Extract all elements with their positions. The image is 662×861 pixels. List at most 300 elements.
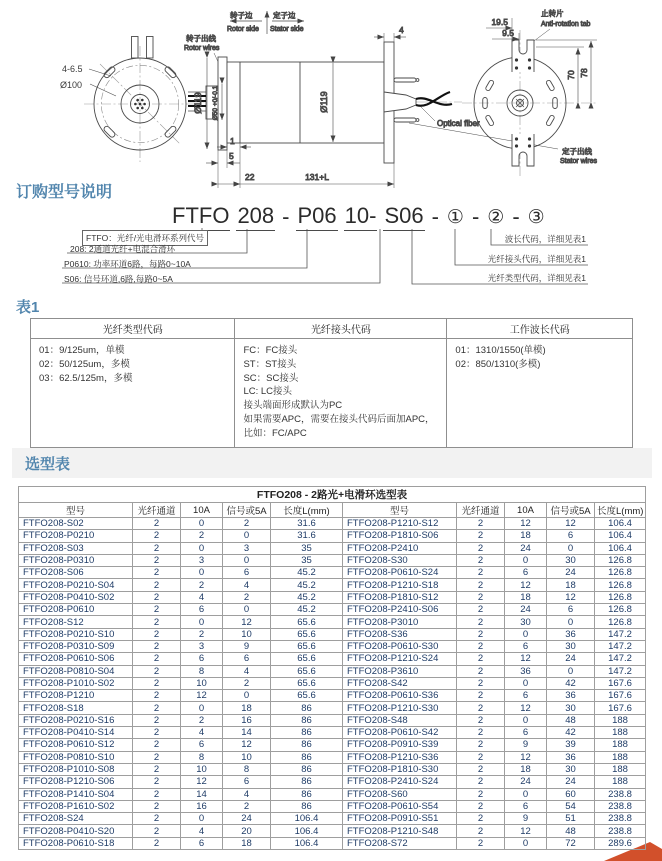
value-cell: 2 — [133, 628, 181, 640]
selection-table-row — [19, 825, 646, 837]
value-cell: 10 — [181, 763, 223, 775]
value-cell: 30 — [505, 616, 547, 628]
value-cell: 4 — [223, 788, 271, 800]
value-cell: 2 — [457, 640, 505, 652]
value-cell: 2 — [133, 714, 181, 726]
model-number-cell: FTFO208-P1010-S08 — [19, 763, 133, 775]
connector-codes-cell — [235, 339, 447, 448]
value-cell: 126.8 — [595, 604, 646, 616]
value-cell: 12 — [223, 616, 271, 628]
value-cell: 45.2 — [271, 567, 343, 579]
value-cell: 2 — [181, 628, 223, 640]
value-cell: 0 — [547, 616, 595, 628]
selection-column-header: 信号或5A — [223, 503, 271, 518]
model-number-cell: FTFO208-P0610-S12 — [19, 739, 133, 751]
selection-table-row — [19, 554, 646, 566]
connector-code-line: SC：SC接头 — [243, 372, 299, 384]
model-signal-note: S06: 信号环道,6路,每路0~5A — [64, 274, 173, 284]
model-number-cell: FTFO208-P0810-S10 — [19, 751, 133, 763]
value-cell: 24 — [505, 604, 547, 616]
rotor-wires-label-cn: 转子出线 — [186, 34, 216, 43]
value-cell: 2 — [223, 800, 271, 812]
fiber-type-codes-cell — [31, 339, 235, 448]
value-cell: 0 — [505, 714, 547, 726]
value-cell: 2 — [133, 751, 181, 763]
value-cell: 3 — [223, 542, 271, 554]
value-cell: 65.6 — [271, 653, 343, 665]
wavelength-code-line: 01：1310/1550(单模) — [455, 345, 546, 356]
value-cell: 9 — [223, 640, 271, 652]
value-cell: 126.8 — [595, 554, 646, 566]
model-segment: - — [282, 204, 290, 229]
rotor-side-label-en: Rotor side — [227, 26, 259, 33]
model-segment: - — [512, 204, 520, 229]
model-number-cell: FTFO208-P1810-S30 — [343, 763, 457, 775]
value-cell: 4 — [181, 727, 223, 739]
value-cell: 2 — [133, 690, 181, 702]
connector-code-note: 光纤接头代码，详细见表1 — [487, 254, 586, 264]
value-cell: 2 — [133, 763, 181, 775]
selection-column-header: 光纤通道 — [457, 503, 505, 518]
value-cell: 147.2 — [595, 640, 646, 652]
selection-column-header: 10A — [505, 503, 547, 518]
value-cell: 30 — [547, 763, 595, 775]
value-cell: 147.2 — [595, 665, 646, 677]
column-header: 光纤接头代码 — [235, 319, 447, 339]
model-segment: ③ — [527, 207, 545, 228]
value-cell: 48 — [547, 714, 595, 726]
value-cell: 2 — [133, 567, 181, 579]
front-hole-dim-label: 4-6.5 — [62, 64, 83, 74]
model-segment: P06 — [296, 203, 337, 231]
selection-table-row — [19, 530, 646, 542]
model-number-cell: FTFO208-P1010-S02 — [19, 677, 133, 689]
model-number-cell: FTFO208-P2410-S06 — [343, 604, 457, 616]
value-cell: 86 — [271, 788, 343, 800]
tab-span-dim: 78 — [579, 68, 589, 78]
notch-width-dim: 9.5 — [502, 28, 514, 38]
anti-rotation-tab-label-en: Anti-rotation tab — [541, 21, 591, 28]
value-cell: 188 — [595, 763, 646, 775]
value-cell: 0 — [181, 813, 223, 825]
model-number-cell: FTFO208-P0910-S51 — [343, 813, 457, 825]
value-cell: 238.8 — [595, 800, 646, 812]
value-cell: 16 — [223, 714, 271, 726]
model-number-cell: FTFO208-P1210-S36 — [343, 751, 457, 763]
value-cell: 86 — [271, 739, 343, 751]
model-number-cell: FTFO208-P0610-S42 — [343, 727, 457, 739]
value-cell: 2 — [223, 591, 271, 603]
value-cell: 12 — [505, 518, 547, 530]
model-number-cell: FTFO208-P0610-S30 — [343, 640, 457, 652]
selection-column-header: 型号 — [19, 503, 133, 518]
value-cell: 0 — [181, 542, 223, 554]
front-length-dim: 22 — [245, 172, 255, 182]
model-number-cell: FTFO208-P0210-S04 — [19, 579, 133, 591]
model-number-cell: FTFO208-P0610-S18 — [19, 837, 133, 849]
value-cell: 238.8 — [595, 813, 646, 825]
value-cell: 2 — [457, 690, 505, 702]
stator-side-label-en: Stator side — [270, 26, 304, 33]
model-number-cell: FTFO208-S60 — [343, 788, 457, 800]
value-cell: 24 — [547, 653, 595, 665]
value-cell: 6 — [505, 800, 547, 812]
model-number-cell: FTFO208-S02 — [19, 518, 133, 530]
value-cell: 2 — [133, 579, 181, 591]
selection-table-row — [19, 677, 646, 689]
value-cell: 2 — [457, 751, 505, 763]
value-cell: 51 — [547, 813, 595, 825]
selection-table-title-row — [19, 487, 646, 503]
value-cell: 14 — [223, 727, 271, 739]
hub-diameter-dim: Ø50 +0/-0.1 — [212, 85, 219, 121]
value-cell: 2 — [457, 518, 505, 530]
value-cell: 2 — [457, 567, 505, 579]
body-length-dim: 131+L — [305, 172, 329, 182]
value-cell: 3 — [181, 640, 223, 652]
model-segment: 10- — [344, 203, 378, 231]
fiber-type-code-note: 光纤类型代码，详细见表1 — [487, 273, 586, 283]
value-cell: 4 — [223, 579, 271, 591]
value-cell: 12 — [505, 579, 547, 591]
value-cell: 86 — [271, 702, 343, 714]
value-cell: 30 — [547, 702, 595, 714]
value-cell: 2 — [133, 616, 181, 628]
model-number-cell: FTFO208-P2410-S24 — [343, 776, 457, 788]
selection-table-row — [19, 776, 646, 788]
selection-table-row — [19, 837, 646, 849]
connector-code-line: LC: LC接头 — [243, 386, 293, 398]
selection-column-header: 型号 — [343, 503, 457, 518]
value-cell: 60 — [547, 788, 595, 800]
spigot-dim: 1 — [230, 136, 235, 146]
value-cell: 30 — [547, 640, 595, 652]
model-segment: - — [471, 204, 480, 229]
selection-table-row — [19, 751, 646, 763]
bolt-circle-dim: 70 — [566, 70, 576, 80]
value-cell: 2 — [181, 579, 223, 591]
value-cell: 2 — [133, 542, 181, 554]
model-segment: ② — [487, 207, 505, 228]
value-cell: 10 — [223, 628, 271, 640]
value-cell: 188 — [595, 714, 646, 726]
value-cell: 12 — [181, 690, 223, 702]
model-number-cell: FTFO208-P1210-S48 — [343, 825, 457, 837]
value-cell: 0 — [223, 530, 271, 542]
value-cell: 65.6 — [271, 690, 343, 702]
model-number-cell: FTFO208-P3010 — [343, 616, 457, 628]
value-cell: 289.6 — [595, 837, 646, 849]
model-number-cell: FTFO208-P0410-S14 — [19, 727, 133, 739]
value-cell: 106.4 — [271, 837, 343, 849]
rotor-wires-label-en: Rotor wires — [184, 45, 220, 52]
value-cell: 65.6 — [271, 677, 343, 689]
model-number-cell: FTFO208-S30 — [343, 554, 457, 566]
value-cell: 36 — [505, 665, 547, 677]
value-cell: 8 — [223, 763, 271, 775]
value-cell: 39 — [547, 739, 595, 751]
selection-table-row — [19, 665, 646, 677]
selection-table-row — [19, 567, 646, 579]
value-cell: 24 — [547, 567, 595, 579]
value-cell: 2 — [457, 604, 505, 616]
ordering-section-title: 订购型号说明 — [16, 184, 113, 201]
selection-column-header: 10A — [181, 503, 223, 518]
value-cell: 106.4 — [271, 813, 343, 825]
model-number-cell: FTFO208-P0910-S39 — [343, 739, 457, 751]
value-cell: 72 — [547, 837, 595, 849]
value-cell: 2 — [133, 518, 181, 530]
value-cell: 6 — [505, 690, 547, 702]
selection-table-row — [19, 727, 646, 739]
value-cell: 18 — [547, 579, 595, 591]
model-number-cell: FTFO208-P1610-S02 — [19, 800, 133, 812]
value-cell: 14 — [181, 788, 223, 800]
value-cell: 54 — [547, 800, 595, 812]
value-cell: 2 — [133, 702, 181, 714]
model-number-cell: FTFO208-S48 — [343, 714, 457, 726]
value-cell: 45.2 — [271, 604, 343, 616]
model-number-cell: FTFO208-P3610 — [343, 665, 457, 677]
connector-code-line: ST：ST接头 — [243, 358, 297, 370]
value-cell: 65.6 — [271, 616, 343, 628]
value-cell: 106.4 — [271, 825, 343, 837]
value-cell: 2 — [457, 579, 505, 591]
value-cell: 16 — [181, 800, 223, 812]
model-number-cell: FTFO208-P0610-S24 — [343, 567, 457, 579]
value-cell: 2 — [133, 776, 181, 788]
model-number-cell: FTFO208-S06 — [19, 567, 133, 579]
flange-diameter-dim: Ø119 — [193, 92, 203, 114]
value-cell: 36 — [547, 751, 595, 763]
model-series-note: FTFO：光纤/光电滑环系列代号 — [82, 230, 208, 246]
model-number-cell: FTFO208-S72 — [343, 837, 457, 849]
value-cell: 45.2 — [271, 591, 343, 603]
model-number-cell: FTFO208-P0610-S54 — [343, 800, 457, 812]
value-cell: 2 — [457, 554, 505, 566]
model-number-cell: FTFO208-P1410-S04 — [19, 788, 133, 800]
model-number-cell: FTFO208-P1210-S24 — [343, 653, 457, 665]
value-cell: 3 — [181, 554, 223, 566]
tab-width-dim: 19.5 — [491, 17, 508, 27]
fiber-type-code-line: 02：50/125um，多模 — [39, 358, 130, 370]
selection-table-row — [19, 739, 646, 751]
selection-column-header: 信号或5A — [547, 503, 595, 518]
wavelength-codes-cell — [447, 339, 633, 448]
value-cell: 6 — [181, 739, 223, 751]
value-cell: 2 — [133, 727, 181, 739]
selection-table — [18, 486, 646, 850]
value-cell: 126.8 — [595, 616, 646, 628]
value-cell: 48 — [547, 825, 595, 837]
value-cell: 86 — [271, 776, 343, 788]
wavelength-code-note: 波长代码，详细见表1 — [504, 234, 586, 244]
value-cell: 106.4 — [595, 518, 646, 530]
selection-table-row — [19, 813, 646, 825]
value-cell: 31.6 — [271, 518, 343, 530]
selection-table-row — [19, 640, 646, 652]
model-power-note: P0610: 功率环道6路，每路0~10A — [64, 259, 191, 269]
model-number-cell: FTFO208-P0210 — [19, 530, 133, 542]
value-cell: 12 — [547, 518, 595, 530]
model-segment: 208 — [236, 203, 275, 231]
value-cell: 188 — [595, 739, 646, 751]
value-cell: 2 — [457, 813, 505, 825]
value-cell: 35 — [271, 542, 343, 554]
value-cell: 2 — [181, 714, 223, 726]
model-segment: S06 — [383, 203, 424, 231]
value-cell: 12 — [181, 776, 223, 788]
value-cell: 31.6 — [271, 530, 343, 542]
rotor-side-label-cn: 转子边 — [230, 11, 253, 20]
stator-side-label-cn: 定子边 — [273, 11, 296, 20]
model-number-cell: FTFO208-P0810-S04 — [19, 665, 133, 677]
value-cell: 2 — [457, 616, 505, 628]
selection-table-header-row — [19, 503, 646, 518]
model-segment: FTFO — [171, 203, 230, 231]
table1-body-row — [31, 339, 633, 448]
value-cell: 2 — [181, 530, 223, 542]
value-cell: 2 — [133, 825, 181, 837]
anti-rotation-tab-label-cn: 止转片 — [541, 9, 564, 18]
value-cell: 0 — [223, 604, 271, 616]
selection-table-row — [19, 579, 646, 591]
value-cell: 126.8 — [595, 591, 646, 603]
value-cell: 12 — [505, 653, 547, 665]
value-cell: 9 — [505, 739, 547, 751]
value-cell: 86 — [271, 751, 343, 763]
value-cell: 2 — [457, 677, 505, 689]
value-cell: 2 — [457, 727, 505, 739]
value-cell: 167.6 — [595, 702, 646, 714]
model-number-cell: FTFO208-P0310 — [19, 554, 133, 566]
front-bolt-circle-dim-label: Ø100 — [60, 80, 83, 90]
model-number-cell: FTFO208-P0610-S36 — [343, 690, 457, 702]
value-cell: 0 — [505, 628, 547, 640]
value-cell: 12 — [505, 751, 547, 763]
body-diameter-dim: Ø119 — [319, 91, 329, 113]
value-cell: 2 — [133, 813, 181, 825]
value-cell: 2 — [133, 788, 181, 800]
selection-section-title: 选型表 — [25, 456, 71, 473]
value-cell: 2 — [457, 763, 505, 775]
fiber-type-code-line: 01：9/125um，单模 — [39, 345, 125, 356]
value-cell: 0 — [181, 567, 223, 579]
value-cell: 24 — [505, 542, 547, 554]
selection-table-row — [19, 628, 646, 640]
value-cell: 2 — [133, 640, 181, 652]
value-cell: 86 — [271, 727, 343, 739]
value-cell: 86 — [271, 800, 343, 812]
selection-column-header: 长度L(mm) — [595, 503, 646, 518]
value-cell: 24 — [223, 813, 271, 825]
value-cell: 18 — [223, 702, 271, 714]
selection-table-title: FTFO208 - 2路光+电滑环选型表 — [19, 487, 646, 503]
model-number-cell: FTFO208-P1210-S30 — [343, 702, 457, 714]
value-cell: 65.6 — [271, 628, 343, 640]
value-cell: 8 — [181, 665, 223, 677]
value-cell: 2 — [133, 530, 181, 542]
value-cell: 2 — [133, 677, 181, 689]
selection-table-row — [19, 763, 646, 775]
value-cell: 2 — [133, 591, 181, 603]
value-cell: 36 — [547, 690, 595, 702]
model-number-cell: FTFO208-P1210-S18 — [343, 579, 457, 591]
connector-code-line: FC：FC接头 — [243, 345, 298, 356]
value-cell: 2 — [223, 677, 271, 689]
value-cell: 0 — [547, 665, 595, 677]
value-cell: 2 — [133, 837, 181, 849]
value-cell: 0 — [505, 788, 547, 800]
value-cell: 10 — [181, 677, 223, 689]
value-cell: 2 — [457, 739, 505, 751]
value-cell: 6 — [505, 640, 547, 652]
value-cell: 2 — [457, 628, 505, 640]
selection-table-row — [19, 714, 646, 726]
value-cell: 86 — [271, 763, 343, 775]
value-cell: 18 — [505, 530, 547, 542]
rear-flange-thickness-dim: 4 — [399, 25, 404, 35]
stator-wires-label-en: Stator wires — [560, 158, 597, 165]
value-cell: 18 — [505, 763, 547, 775]
value-cell: 12 — [505, 702, 547, 714]
connector-code-line: 如果需要APC，需要在接头代码后面加APC， — [243, 413, 435, 425]
stator-wires-label-cn: 定子出线 — [562, 147, 592, 156]
value-cell: 24 — [547, 776, 595, 788]
model-number-cell: FTFO208-P0610 — [19, 604, 133, 616]
value-cell: 6 — [547, 604, 595, 616]
model-number-cell: FTFO208-P0210-S10 — [19, 628, 133, 640]
fiber-codes-table — [30, 318, 633, 448]
value-cell: 6 — [505, 567, 547, 579]
value-cell: 4 — [181, 825, 223, 837]
value-cell: 35 — [271, 554, 343, 566]
optical-fiber-label: Optical fiber — [437, 119, 480, 128]
value-cell: 188 — [595, 727, 646, 739]
model-number-cell: FTFO208-P1210 — [19, 690, 133, 702]
value-cell: 2 — [457, 800, 505, 812]
value-cell: 0 — [181, 702, 223, 714]
value-cell: 65.6 — [271, 665, 343, 677]
selection-table-row — [19, 788, 646, 800]
value-cell: 9 — [505, 813, 547, 825]
model-number-cell: FTFO208-P0210-S16 — [19, 714, 133, 726]
value-cell: 18 — [223, 837, 271, 849]
model-number-cell: FTFO208-S12 — [19, 616, 133, 628]
value-cell: 238.8 — [595, 825, 646, 837]
value-cell: 147.2 — [595, 628, 646, 640]
value-cell: 2 — [133, 653, 181, 665]
model-channels-note: 208: 2通道光纤+电混合滑环 — [70, 244, 176, 254]
value-cell: 2 — [223, 518, 271, 530]
value-cell: 0 — [505, 677, 547, 689]
model-number-cell: FTFO208-P1810-S06 — [343, 530, 457, 542]
model-number-cell: FTFO208-P0410-S02 — [19, 591, 133, 603]
value-cell: 24 — [505, 776, 547, 788]
flange-thickness-dim: 5 — [229, 151, 234, 161]
value-cell: 2 — [133, 554, 181, 566]
value-cell: 6 — [505, 727, 547, 739]
value-cell: 12 — [505, 825, 547, 837]
model-number-cell: FTFO208-P0310-S09 — [19, 640, 133, 652]
value-cell: 147.2 — [595, 653, 646, 665]
value-cell: 6 — [181, 604, 223, 616]
value-cell: 65.6 — [271, 640, 343, 652]
model-number-cell: FTFO208-P1210-S06 — [19, 776, 133, 788]
value-cell: 2 — [133, 739, 181, 751]
value-cell: 4 — [223, 665, 271, 677]
value-cell: 2 — [457, 702, 505, 714]
